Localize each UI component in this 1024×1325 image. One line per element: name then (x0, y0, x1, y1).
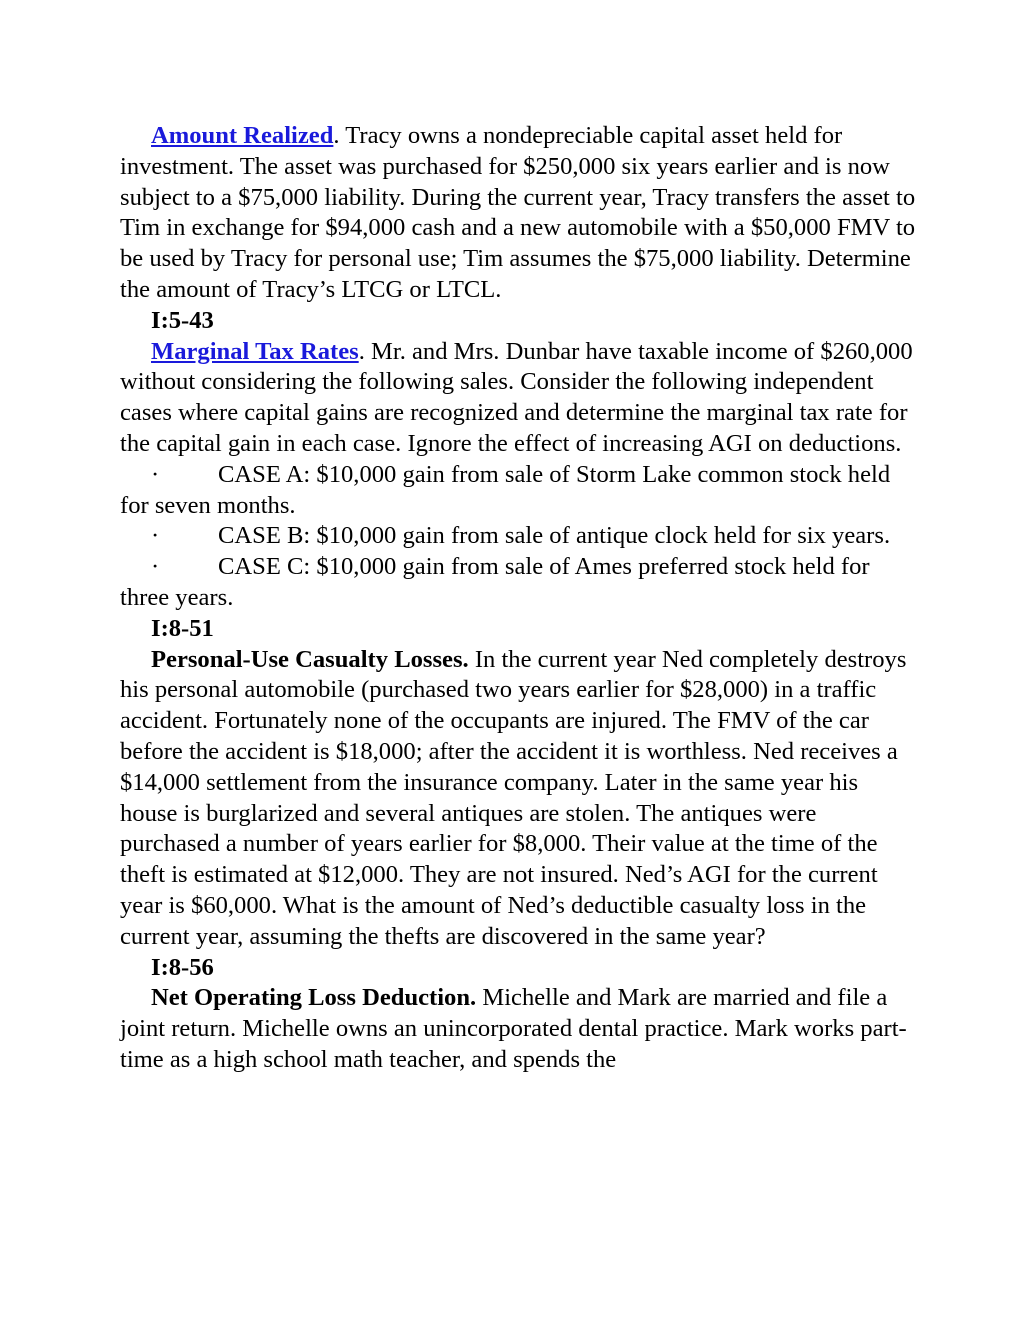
problem-text: In the current year Ned completely destroys his personal automobile (purchased two years earlier for $28,000) in a traffic accident. Fortunately none of the occupants are injured. The FMV of the car before the accident is $18,000; after the accident it is worthless. Ned receives a $14,000 settlement from the insurance company. Later in the same year his house is burglarized and several antiques are stolen. The antiques were purchased a number of years earlier for $8,000. Their value at the time of the theft is estimated at $12,000. They are not insured. Ned’s AGI for the current year is $60,000. What is the amount of Ned’s deductible casualty loss in the current year, assuming the thefts are discovered in the same year? (120, 645, 907, 950)
document-page (120, 121, 920, 1076)
bullet-symbol: · (151, 522, 160, 550)
problem-reference: I:5-43 (151, 306, 214, 334)
problem-net-operating-loss-deduction (120, 983, 920, 1075)
problem-reference: I:8-51 (151, 614, 214, 642)
list-item (120, 460, 920, 522)
problem-text: Michelle and Mark are married and file a joint return. Michelle owns an unincorporated dental practice. Mark works part-time as a high school math teacher, and spends the (120, 984, 907, 1073)
problem-amount-realized (120, 121, 920, 306)
problem-text: Mr. and Mrs. Dunbar have taxable income of $260,000 without considering the following sales. Consider the following independent cases where capital gains are recognized and determine the marginal tax rate for the capital gain in each case. Ignore the effect of increasing AGI on deductions. (120, 337, 913, 457)
list-item-text: CASE B: $10,000 gain from sale of antique clock held for six years. (218, 522, 891, 550)
problem-reference: I:8-56 (151, 953, 214, 981)
problem-text: Tracy owns a nondepreciable capital asset held for investment. The asset was purchased for $250,000 six years earlier and is now subject to a $75,000 liability. During the current year, Tracy transfers the asset to Tim in exchange for $94,000 cash and a new automobile with a $50,000 FMV to be used by Tracy for personal use; Tim assumes the $75,000 liability. Determine the amount of Tracy’s LTCG or LTCL. (120, 122, 916, 303)
problem-heading: Net Operating Loss Deduction. (151, 984, 477, 1012)
list-item-text: CASE A: $10,000 gain from sale of Storm Lake common stock held for seven months. (120, 460, 891, 519)
bullet-symbol: · (151, 460, 160, 488)
amount-realized-link[interactable]: Amount Realized (151, 122, 334, 149)
heading-punctuation: . (333, 122, 340, 149)
bullet-symbol: · (151, 553, 160, 581)
problem-heading: Personal-Use Casualty Losses. (151, 645, 469, 673)
problem-personal-use-casualty-losses (120, 645, 920, 953)
marginal-tax-rates-link[interactable]: Marginal Tax Rates (151, 337, 359, 365)
heading-punctuation: . (358, 337, 365, 365)
list-item (120, 552, 920, 614)
problem-marginal-tax-rates (120, 337, 920, 460)
list-item-text: CASE C: $10,000 gain from sale of Ames preferred stock held for three years. (120, 553, 870, 611)
list-item (120, 521, 920, 552)
